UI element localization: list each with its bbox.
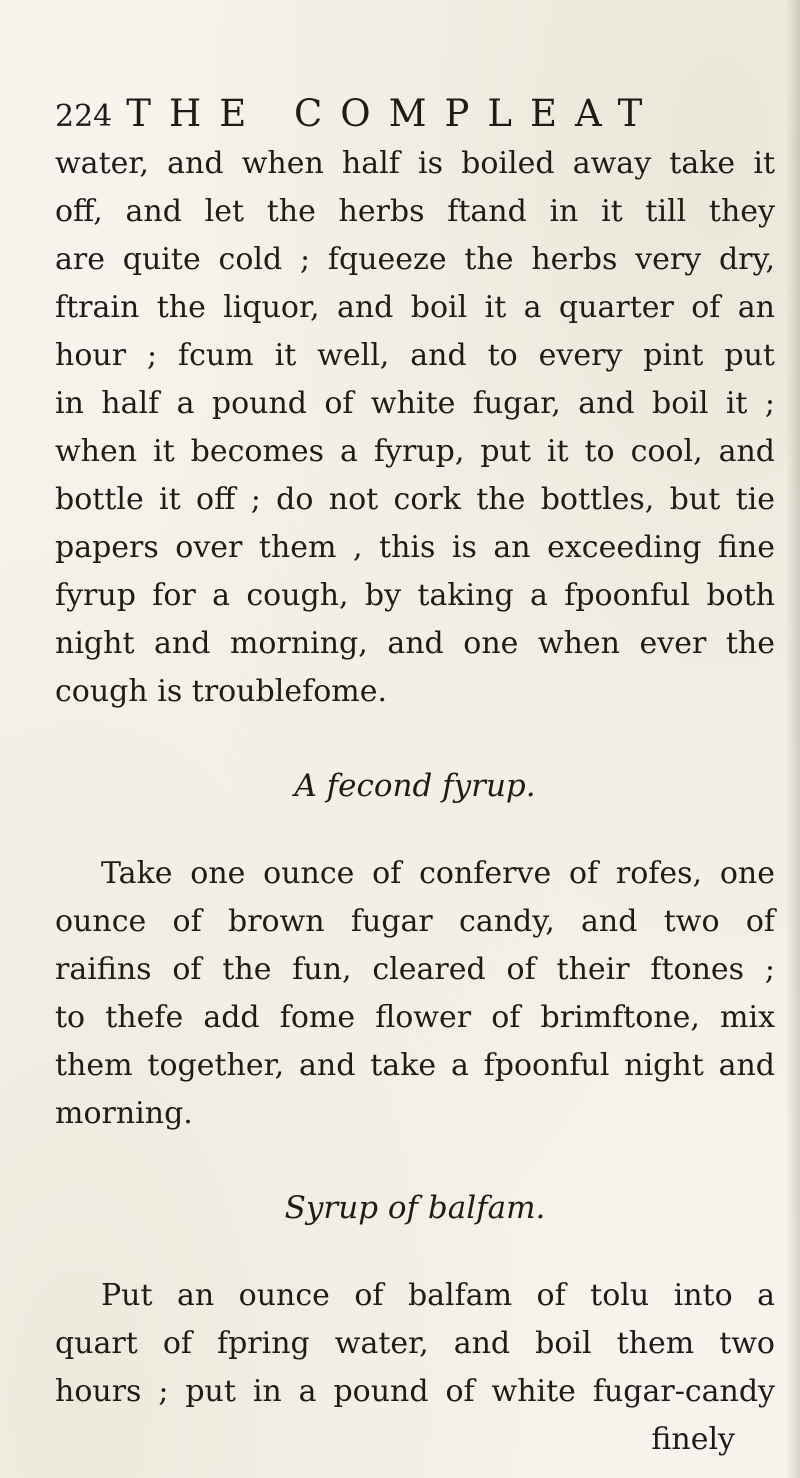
spacer: [55, 810, 775, 850]
text-line: morning.: [55, 1096, 193, 1131]
text-line: cough is troublefome.: [55, 674, 388, 709]
text-line: ounce of brown fugar candy, and two of: [55, 904, 775, 939]
spacer: [55, 1232, 775, 1272]
text-line: ftrain the liquor, and boil it a quarter of an: [55, 290, 775, 325]
page-number: 224: [55, 99, 113, 134]
text-line: night and morning, and one when ever the: [55, 626, 775, 661]
text-line: in half a pound of white fugar, and boil it ;: [55, 386, 775, 421]
text-line: hour ; fcum it well, and to every pint put: [55, 338, 775, 373]
paragraph-2: [55, 850, 775, 1138]
text-line: raifins of the fun, cleared of their ftones ;: [55, 952, 775, 987]
text-line: when it becomes a fyrup, put it to cool, and: [55, 434, 775, 469]
paragraph-3: [55, 1272, 775, 1416]
text-line: to thefe add fome flower of brimftone, mix: [55, 1000, 775, 1035]
text-line: are quite cold ; fqueeze the herbs very dry,: [55, 242, 775, 277]
spacer: [55, 1138, 775, 1184]
running-head: THE COMPLEAT: [126, 92, 661, 135]
text-line: fyrup for a cough, by taking a fpoonful both: [55, 578, 775, 613]
text-block: [55, 140, 775, 1464]
section-heading-second-syrup: A fecond fyrup.: [294, 768, 536, 804]
catchword: finely: [651, 1422, 735, 1457]
page-header: [55, 92, 660, 140]
text-line: off, and let the herbs ftand in it till they: [55, 194, 775, 229]
section-heading-syrup-of-balsam: Syrup of balfam.: [284, 1190, 546, 1226]
text-line: hours ; put in a pound of white fugar-candy: [55, 1374, 775, 1409]
text-line: Take one ounce of conferve of rofes, one: [101, 856, 775, 891]
page-edge-shadow: [786, 0, 800, 1478]
text-line: water, and when half is boiled away take it: [55, 146, 775, 181]
text-line: them together, and take a fpoonful night and: [55, 1048, 775, 1083]
text-line: papers over them , this is an exceeding fine: [55, 530, 775, 565]
text-line: bottle it off ; do not cork the bottles, but tie: [55, 482, 775, 517]
text-line: quart of fpring water, and boil them two: [55, 1326, 775, 1361]
text-line: Put an ounce of balfam of tolu into a: [101, 1278, 775, 1313]
spacer: [55, 716, 775, 762]
paragraph-1: [55, 140, 775, 716]
